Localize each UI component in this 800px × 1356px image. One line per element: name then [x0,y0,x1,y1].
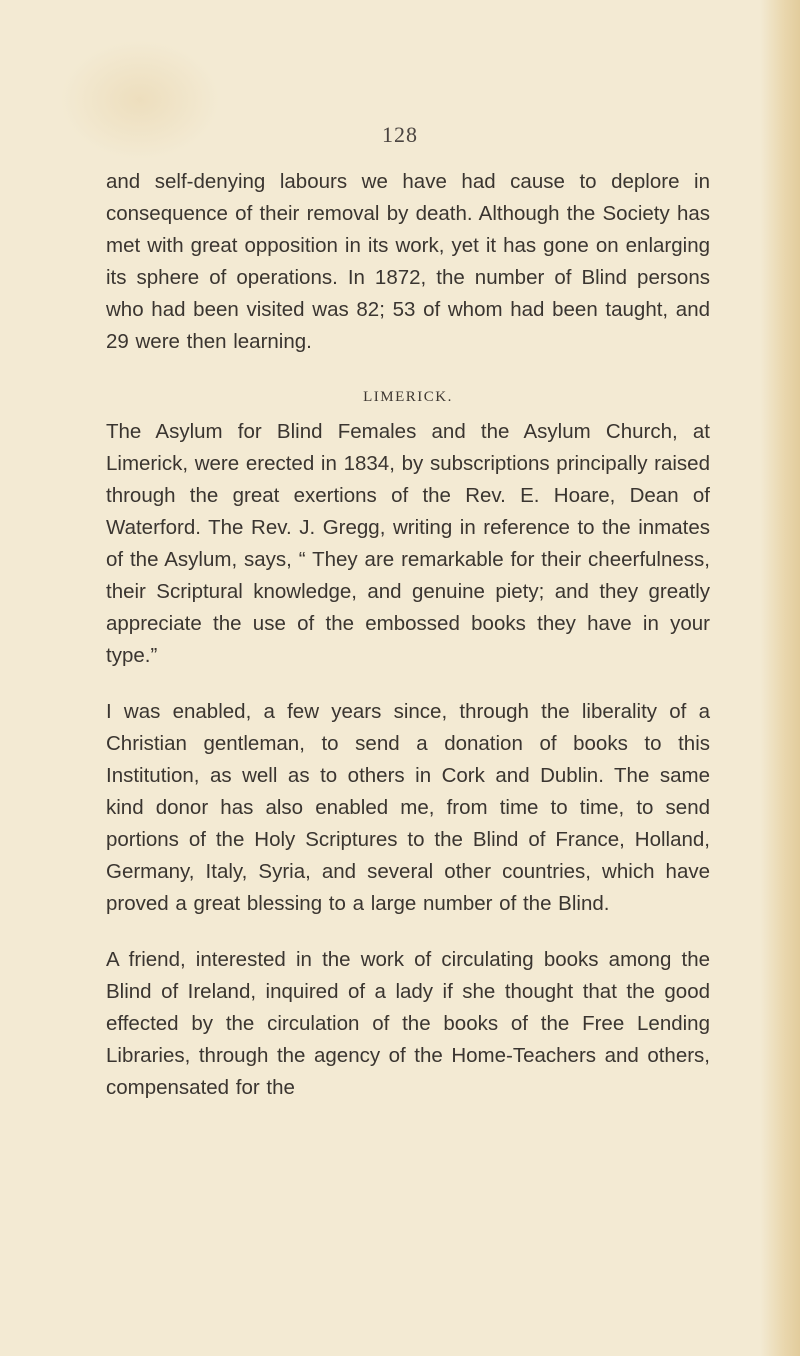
page-number: 128 [382,122,418,147]
page-edge-shadow [760,0,800,1356]
paragraph-continuation: and self-denying labours we have had cause to deplore in consequence of their removal by death. Although the Society has met with great opposition in its work, yet it has gone on enlarging its sphere of operations. In 1872, the number of Blind persons who had been visited was 82; 53 of whom had been taught, and 29 were then learning. [106,170,710,353]
paragraph-asylum: The Asylum for Blind Females and the Asylum Church, at Limerick, were erected in 1834, by subscriptions principally raised through the great exertions of the Rev. E. Hoare, Dean of Waterford. The Rev. J. Gregg, writing in reference to the inmates of the Asylum, says, “ They are remarkable for their cheerfulness, their Scriptural knowledge, and genuine piety; and they greatly appreciate the use of the embossed books they have in your type.” [106,420,710,667]
paragraph-donation: I was enabled, a few years since, through the liberality of a Christian gentleman, to send a donation of books to this Institution, as well as to others in Cork and Dublin. The same kind donor has also enabled me, from time to time, to send portions of the Holy Scriptures to the Blind of France, Holland, Germany, Italy, Syria, and several other countries, which have proved a great blessing to a large number of the Blind. [106,700,710,915]
page-body [106,166,710,1104]
section-heading-limerick: LIMERICK. [363,389,453,405]
paragraph-friend-inquiry: A friend, interested in the work of circulating books among the Blind of Ireland, inquired of a lady if she thought that the good effected by the circulation of the books of the Free Lending Libraries, through the agency of the Home-Teachers and others, compensated for the [106,948,710,1099]
